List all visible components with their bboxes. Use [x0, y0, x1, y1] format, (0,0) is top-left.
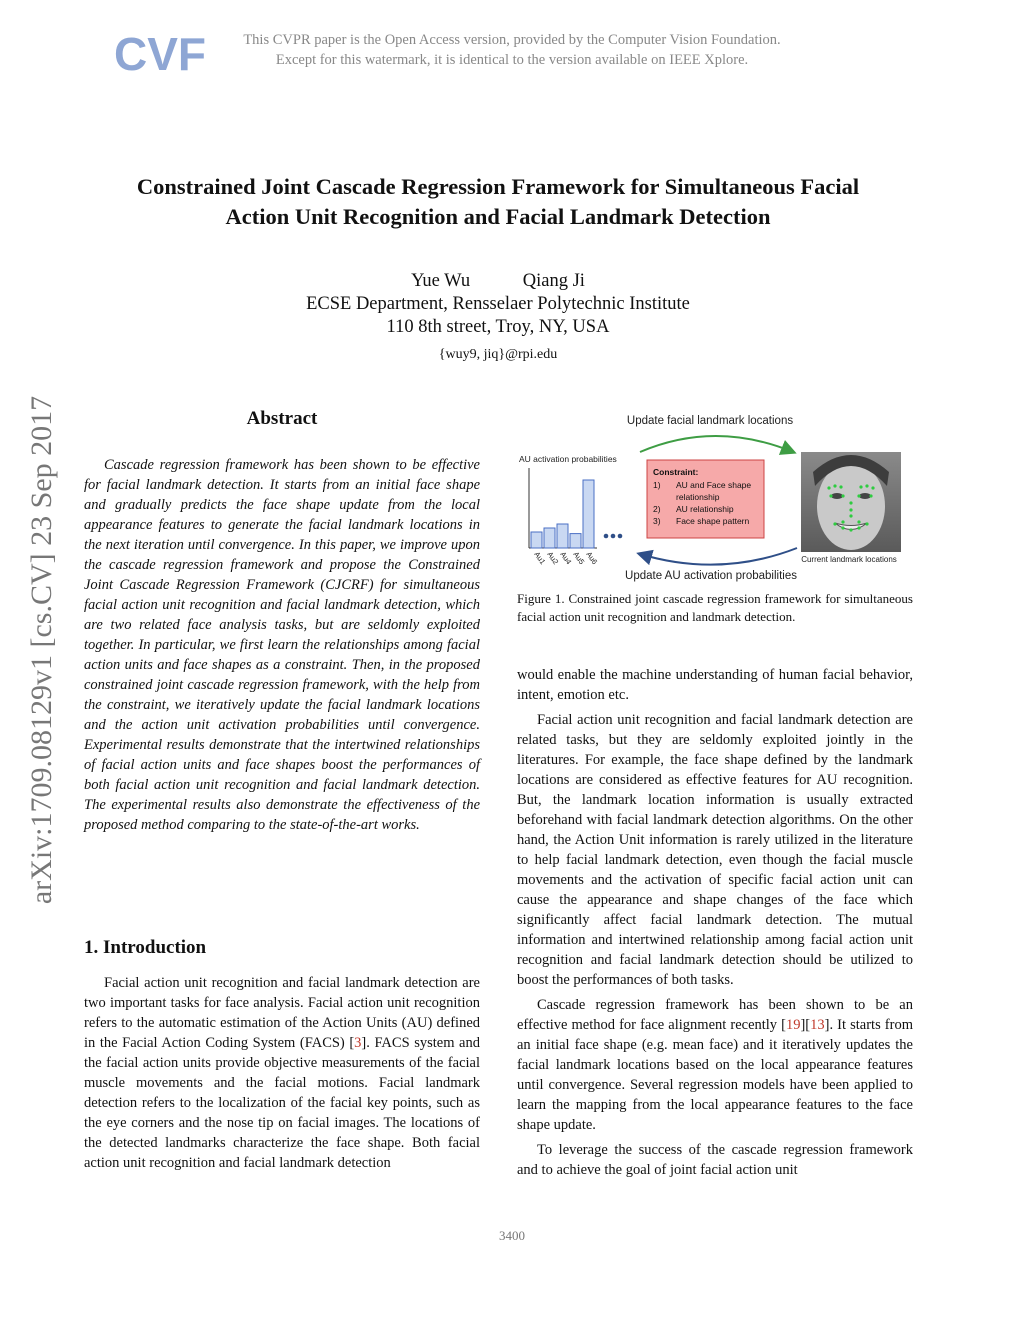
constraint-title: Constraint: [653, 467, 699, 477]
bar-au1 [531, 532, 542, 548]
author-2: Qiang Ji [522, 271, 585, 291]
affiliation: ECSE Department, Rensselaer Polytechnic Institute [306, 294, 690, 314]
bar-au2 [544, 528, 555, 548]
constraint-text-2: AU relationship [676, 504, 734, 514]
right-p2-text-mid: ][ [800, 1017, 811, 1033]
watermark [190, 30, 834, 70]
citation-link[interactable]: 3 [354, 1035, 362, 1051]
right-p2-text-a: Cascade regression framework has been shown to be an effective method for face alignment recently [ [517, 997, 913, 1033]
constraint-num-2: 2) [653, 504, 661, 514]
citation-link[interactable]: 13 [810, 1017, 825, 1033]
constraint-text-1: AU and Face shape [676, 480, 752, 490]
figure-1 [515, 408, 913, 588]
abstract-heading: Abstract [246, 408, 318, 429]
right-paragraph-0: would enable the machine understanding of human facial behavior, intent, emotion etc. [517, 667, 913, 703]
cvf-logo [112, 26, 206, 80]
right-paragraph-2 [517, 995, 913, 1135]
cvf-logo-text: CVF [114, 28, 206, 80]
bar-au5 [570, 534, 581, 548]
figure-bottom-label: Update AU activation probabilities [625, 570, 797, 582]
figure-caption: Figure 1. Constrained joint cascade regression framework for simultaneous facial action unit recognition and landmark detection. [517, 591, 913, 624]
author-names [200, 270, 796, 293]
intro-text-a: Facial action unit recognition and facial landmark detection are two important tasks for face analysis. Facial action unit recognition refers to the automatic estimation of the Action Units (AU) defined in the Facial Action Coding System (FACS) [ [84, 975, 480, 1051]
watermark-line-2: Except for this watermark, it is identical to the version available on IEEE Xplore. [275, 52, 749, 68]
constraint-num-3: 3) [653, 516, 661, 526]
update-landmarks-arrow [640, 436, 793, 452]
tick-label-au2: Au2 [545, 549, 561, 567]
page-number: 3400 [499, 1228, 525, 1243]
author-block [200, 270, 796, 366]
watermark-line-1: This CVPR paper is the Open Access version, provided by the Computer Vision Foundation. [243, 32, 781, 48]
arxiv-stamp-container [20, 350, 64, 950]
face-label: Current landmark locations [801, 555, 897, 564]
intro-paragraph [84, 973, 480, 1173]
tick-label-au4: Au4 [558, 549, 574, 567]
author-1: Yue Wu [411, 271, 471, 291]
tick-label-au1: Au1 [532, 549, 548, 567]
right-paragraph-3: To leverage the success of the cascade regression framework and to achieve the goal of joint facial action unit [517, 1142, 913, 1178]
update-au-arrow [640, 548, 797, 565]
paper-title-line-1: Constrained Joint Cascade Regression Framework for Simultaneous Facial [136, 174, 860, 199]
chart-title: AU activation probabilities [519, 454, 617, 464]
paper-title [90, 172, 906, 232]
constraint-num-1: 1) [653, 480, 661, 490]
bar-au6 [583, 480, 594, 548]
right-paragraph-1: Facial action unit recognition and facial landmark detection are related tasks, but they are seldomly exploited jointly in the literatures. For example, the face shape defined by the landmark locations are considered as effective features for AU recognition. But, the landmark location information is usually extracted beforehand with facial landmark detection algorithms. On the other hand, the Action Unit information is rarely utilized in the literature to help facial landmark detection, even though the facial muscle movements and the activation of specific facial action unit can cause the appearance and shape changes of the face which significantly affect facial landmark detection. The mutual information and intertwined relationship among facial action unit recognition and facial landmark detection should be utilized to boost the performances of both tasks. [517, 712, 913, 988]
right-column [517, 665, 913, 1185]
au-bar-chart [529, 468, 599, 566]
bar-au4 [557, 524, 568, 548]
abstract-text: Cascade regression framework has been shown to be effective for facial landmark detection. It starts from an initial face shape and gradually predicts the face shape update from the local appearance features to generate the facial landmark locations in the next iteration until convergence. In this paper, we improve upon the cascade regression framework and propose the Constrained Joint Cascade Regression Framework (CJCRF) for simultaneous facial action unit recognition and facial landmark detection, which are two related face analysis tasks, but are seldomly exploited together. In particular, we first learn the relationships among facial action units and face shapes as a constraint. Then, in the proposed constrained joint cascade regression framework, with the help from the constraint, we iteratively update the facial landmark locations and the action unit activation probabilities until convergence. Experimental results demonstrate that the intertwined relationships of facial action units and face shapes boost the performances of both facial action unit recognition and facial landmark detection. The experimental results also demonstrate the effectiveness of the proposed method comparing to the state-of-the-art works. [84, 457, 480, 833]
face-image [801, 452, 901, 552]
constraint-text-1b: relationship [676, 492, 720, 502]
citation-link[interactable]: 19 [785, 1017, 801, 1033]
right-p2-text-b: ]. It starts from an initial face shape (e.g. mean face) and it iteratively updates the facial landmark locations based on the local appearance features until convergence. Several regression models have been applied to learn the mapping from the local appearance features to the face shape update. [517, 1017, 913, 1133]
tick-label-au6: Au6 [584, 549, 600, 567]
arxiv-stamp: arXiv:1709.08129v1 [cs.CV] 23 Sep 2017 [25, 395, 58, 905]
intro-heading: 1. Introduction [84, 937, 207, 958]
figure-top-label: Update facial landmark locations [626, 415, 794, 427]
intro-text-b: ]. FACS system and the facial action units provide objective measurements of the facial muscle movements and the facial motions. Facial landmark detection refers to the localization of the facial key points, such as the eye corners and the nose tip on facial images. The locations of the detected landmarks characterize the face shape. Both facial action unit recognition and facial landmark detection [84, 1035, 480, 1171]
tick-label-au5: Au5 [571, 549, 587, 567]
ellipsis-dots [604, 534, 623, 539]
constraint-text-3: Face shape pattern [676, 516, 750, 526]
address: 110 8th street, Troy, NY, USA [386, 317, 610, 337]
email: {wuy9, jiq}@rpi.edu [438, 347, 558, 362]
paper-title-line-2: Action Unit Recognition and Facial Landmark Detection [225, 204, 771, 229]
